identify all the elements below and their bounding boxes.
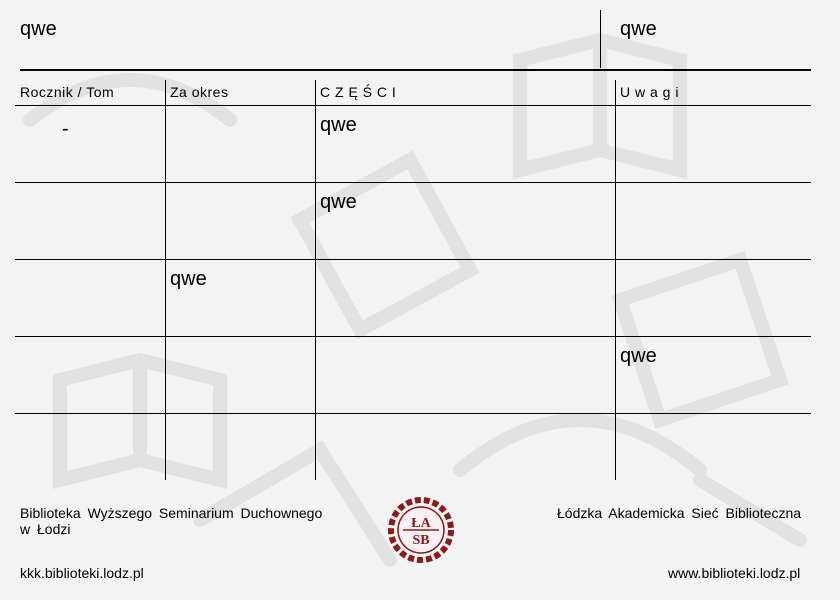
footer-network-name: Łódzka Akademicka Sieć Biblioteczna — [557, 505, 802, 521]
row-divider — [15, 413, 811, 414]
footer-library-line1: Biblioteka Wyższego Seminarium Duchownego — [20, 505, 323, 521]
header-rule — [20, 69, 811, 71]
logo-text-top: ŁA — [411, 516, 431, 531]
footer-url-right: www.biblioteki.lodz.pl — [668, 565, 801, 581]
table-cell-czesci: qwe — [320, 191, 357, 213]
table-cell-czesci: qwe — [320, 114, 357, 136]
header-left-value: qwe — [20, 18, 57, 40]
table-cell-rocznik: - — [62, 118, 69, 140]
column-header-rocznik: Rocznik / Tom — [20, 84, 115, 100]
table-cell-okres: qwe — [170, 268, 207, 290]
footer-url-left: kkk.biblioteki.lodz.pl — [20, 565, 144, 581]
table-cell-uwagi: qwe — [620, 345, 657, 367]
column-divider — [615, 80, 616, 480]
row-divider — [15, 182, 811, 183]
row-divider — [15, 105, 811, 106]
header-divider — [600, 10, 601, 68]
footer-library-line2: w Łodzi — [20, 521, 71, 537]
column-header-uwagi: U w a g i — [620, 84, 679, 100]
logo-text-bottom: SB — [412, 533, 430, 548]
row-divider — [15, 259, 811, 260]
header-right-value: qwe — [620, 18, 657, 40]
column-divider — [165, 80, 166, 480]
column-header-czesci: C Z Ę Ś C I — [320, 84, 397, 100]
footer-library-name — [20, 505, 322, 537]
row-divider — [15, 336, 811, 337]
lasb-logo — [387, 496, 455, 564]
column-divider — [315, 80, 316, 480]
column-header-okres: Za okres — [170, 84, 229, 100]
